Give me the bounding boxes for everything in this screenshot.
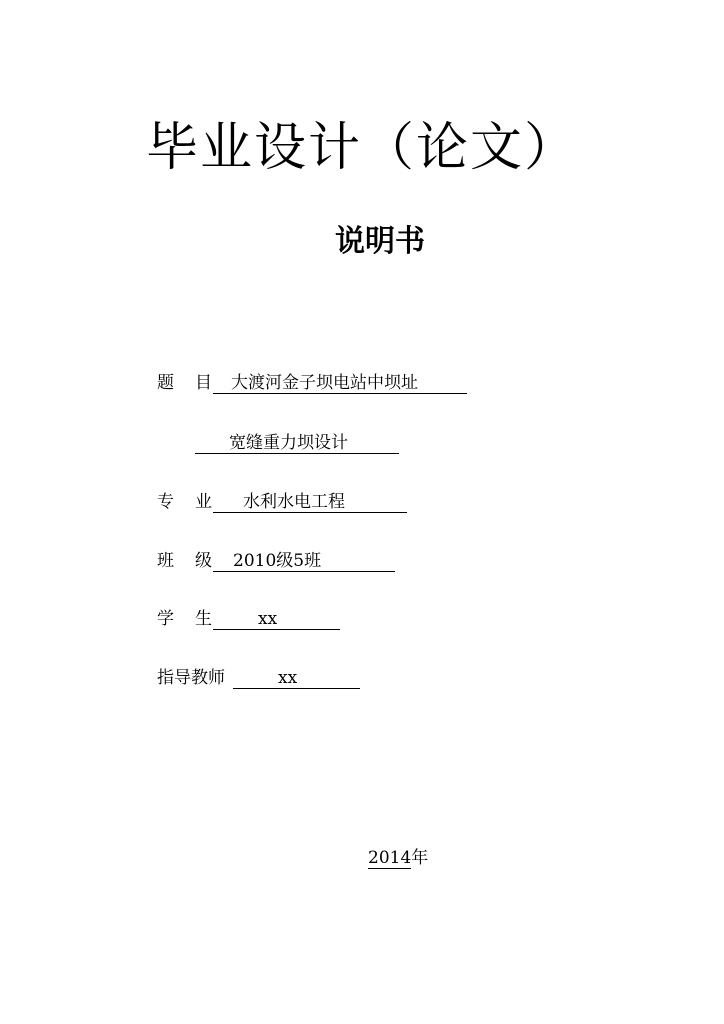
topic-label: 题目 [157, 373, 233, 393]
year-line [368, 845, 428, 871]
major-label: 专业 [157, 492, 233, 512]
student-row [157, 606, 340, 632]
thesis-title: 毕业设计（论文） [145, 118, 578, 178]
student-value: xx [213, 608, 340, 630]
class-label: 班级 [157, 551, 233, 571]
class-row [157, 548, 395, 574]
topic-row [157, 370, 467, 396]
advisor-row [157, 665, 360, 691]
year-number: 2014 [368, 848, 412, 868]
year-suffix: 年 [411, 848, 429, 868]
topic-value-line2: 宽缝重力坝设计 [195, 432, 399, 454]
major-value: 水利水电工程 [213, 491, 407, 513]
topic-value-line1: 大渡河金子坝电站中坝址 [213, 372, 467, 394]
thesis-subtitle: 说明书 [335, 224, 425, 259]
student-label: 学生 [157, 609, 233, 629]
advisor-label: 指导教师 [157, 668, 225, 688]
major-row [157, 489, 407, 515]
class-value: 2010级5班 [213, 550, 395, 572]
topic-continuation-row [195, 430, 399, 456]
advisor-value: xx [233, 667, 360, 689]
